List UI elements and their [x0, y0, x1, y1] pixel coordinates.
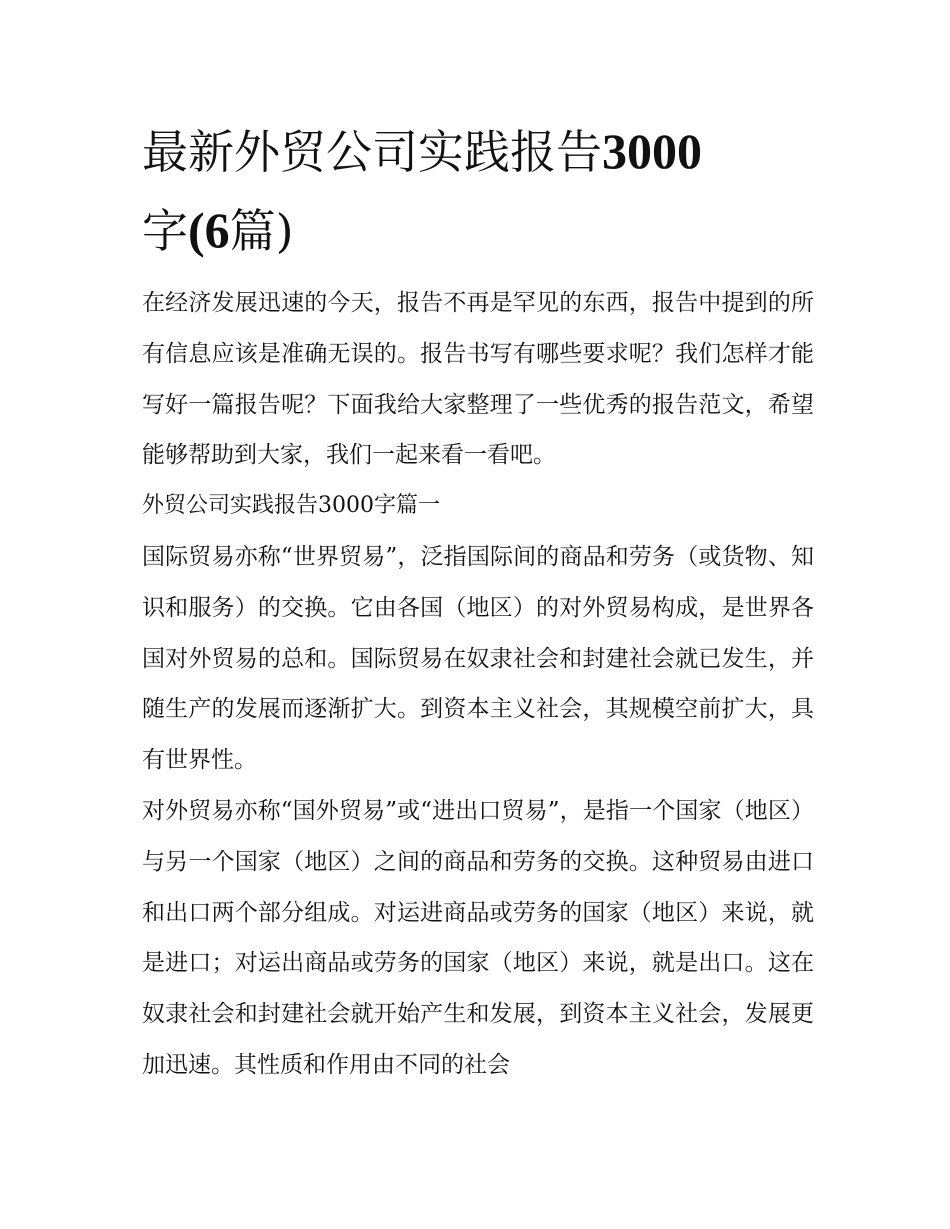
document-title: [142, 112, 822, 270]
title-number: 3000: [602, 123, 702, 179]
body-paragraph-2: 对外贸易亦称“国外贸易”或“进出口贸易”，是指一个国家（地区）与另一个国家（地区）之间的商品和劳务的交换。这种贸易由进口和出口两个部分组成。对运进商品或劳务的国家（地区）来说，就是进口；对运出商品或劳务的国家（地区）来说，就是出口。这在奴隶社会和封建社会就开始产生和发展，到资本主义社会，发展更加迅速。其性质和作用由不同的社会: [142, 797, 814, 1078]
title-count: (6: [188, 202, 230, 258]
intro-paragraph: 在经济发展迅速的今天，报告不再是罕见的东西，报告中提到的所有信息应该是准确无误的。报告书写有哪些要求呢？我们怎样才能写好一篇报告呢？下面我给大家整理了一些优秀的报告范文，希望能够帮助到大家，我们一起来看一看吧。: [142, 290, 814, 469]
document-body: [142, 278, 814, 1091]
title-text-part3: 篇): [229, 204, 294, 258]
title-text-part2: 字: [142, 204, 188, 258]
section-heading: 外贸公司实践报告3000字篇一: [142, 493, 440, 519]
body-paragraph-1: 国际贸易亦称“世界贸易”，泛指国际间的商品和劳务（或货物、知识和服务）的交换。它由各国（地区）的对外贸易构成，是世界各国对外贸易的总和。国际贸易在奴隶社会和封建社会就已发生，并随生产的发展而逐渐扩大。到资本主义社会，其规模空前扩大，具有世界性。: [142, 543, 814, 774]
title-text-part1: 最新外贸公司实践报告: [142, 125, 602, 179]
